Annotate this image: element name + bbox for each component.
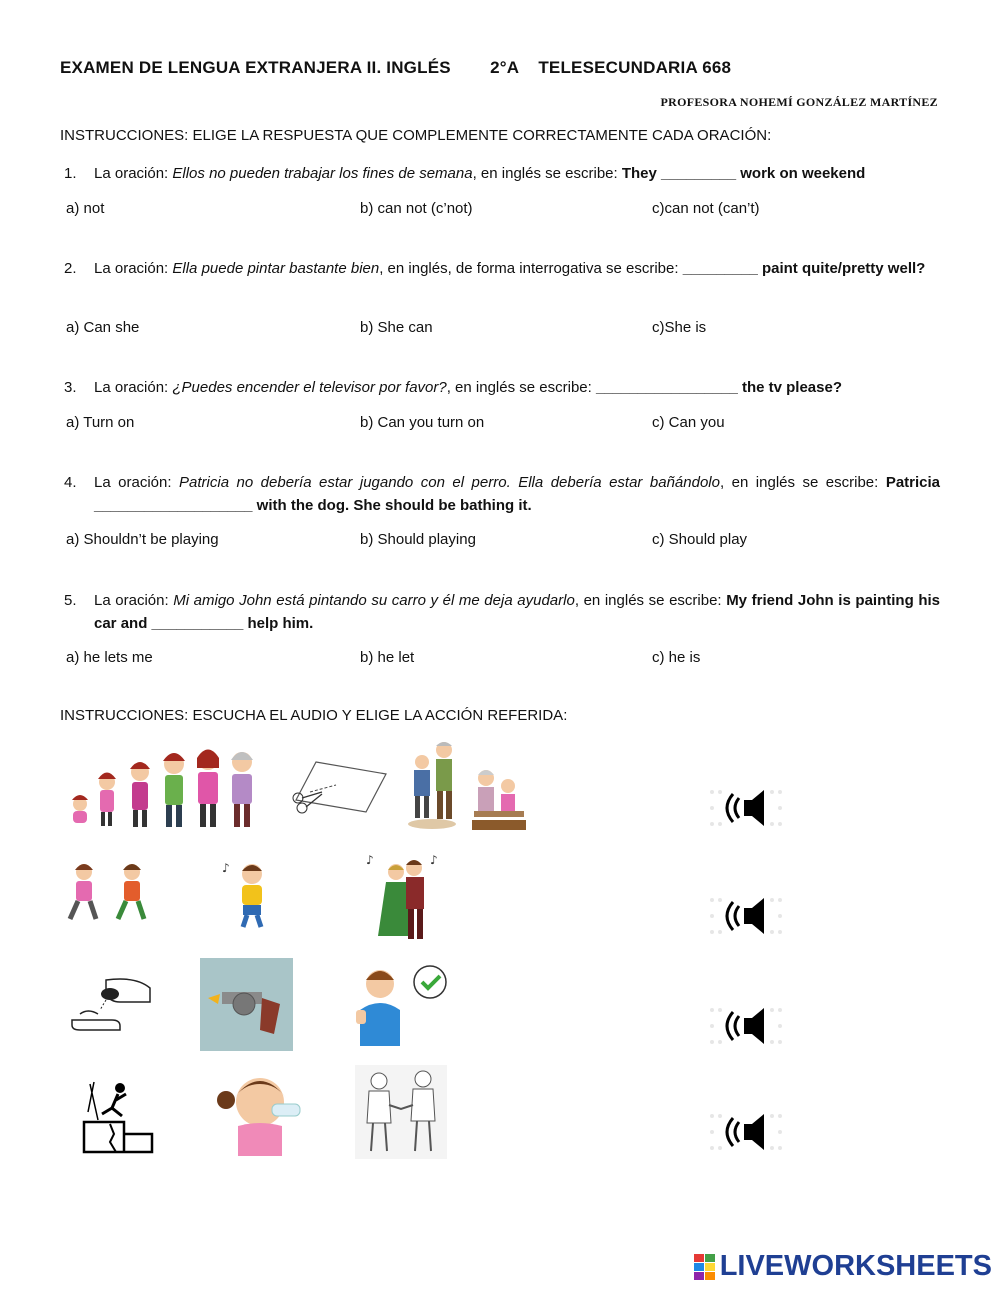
question-english-text: Patricia ___________________ with the dog. She should be bathing it. [94,474,941,514]
question-spanish-text: Mi amigo John está pintando su carro y él me deja ayudarlo [173,592,575,609]
girl-drinking-image[interactable] [212,1066,312,1158]
speaker-icon[interactable] [706,1004,786,1048]
boy-thumbs-up-image[interactable] [354,962,448,1048]
couple-dancing-image[interactable] [364,850,444,944]
option-a[interactable]: a) not [66,200,105,217]
svg-text:♪: ♪ [430,853,438,867]
question-mid-text: , en inglés se escribe: [719,474,886,491]
option-c[interactable]: c) Should play [652,531,748,548]
speaker-icon[interactable] [706,1110,786,1154]
option-a[interactable]: a) Can she [66,319,140,336]
question-mid-text: , en inglés, de forma interrogativa se escribe: [379,260,683,277]
question-prefix: La oración: [94,592,174,609]
cutting-paper-image[interactable] [288,752,398,820]
question-english-text: My friend John is painting his car and ___________ help him. [94,592,940,632]
option-b[interactable]: b) Should playing [360,531,476,548]
svg-text:♪: ♪ [222,861,230,875]
question-english-text: They _________ work on weekend [621,165,866,182]
option-a[interactable]: a) he lets me [66,649,153,666]
question-spanish-text: Patricia no debería estar jugando con el perro. Ella debería estar bañándolo [179,474,720,491]
kids-running-image[interactable] [62,860,158,926]
option-c[interactable]: c) Can you [652,414,725,431]
question-spanish-text: Ella puede pintar bastante bien [172,260,380,277]
question-3 [64,376,940,399]
section1-instructions: INSTRUCCIONES: ELIGE LA RESPUESTA QUE COMPLEMENTE CORRECTAMENTE CADA ORACIÓN: [60,127,772,144]
question-number: 3. [64,379,77,396]
logo-blocks-icon [694,1254,716,1280]
teacher-name: PROFESORA NOHEMÍ GONZÁLEZ MARTÍNEZ [660,95,938,109]
question-prefix: La oración: [94,260,173,277]
question-number: 5. [64,592,77,609]
question-mid-text: , en inglés se escribe: [446,379,596,396]
question-prefix: La oración: [94,379,173,396]
people-helping-image[interactable] [404,740,528,836]
question-spanish-text: Ellos no pueden trabajar los fines de semana [172,165,473,182]
question-spanish-text: ¿Puedes encender el televisor por favor? [172,379,447,396]
men-shaking-hands-image[interactable] [355,1065,447,1159]
question-english-text: _________ paint quite/pretty well? [682,260,926,277]
hand-catching-image[interactable] [66,970,156,1040]
option-b[interactable]: b) Can you turn on [360,414,485,431]
family-growing-image[interactable] [62,742,258,830]
question-english-text: _________________ the tv please? [595,379,842,396]
revolver-image[interactable] [200,958,293,1051]
option-c[interactable]: c)can not (can’t) [652,200,760,217]
boy-singing-image[interactable] [220,858,282,930]
question-prefix: La oración: [94,474,180,491]
option-a[interactable]: a) Shouldn’t be playing [66,531,219,548]
question-mid-text: , en inglés se escribe: [472,165,622,182]
liveworksheets-logo[interactable] [694,1250,992,1283]
svg-text:♪: ♪ [366,853,374,867]
option-b[interactable]: b) She can [360,319,433,336]
option-b[interactable]: b) he let [360,649,415,666]
option-a[interactable]: a) Turn on [66,414,135,431]
question-mid-text: , en inglés se escribe: [574,592,727,609]
option-c[interactable]: c) he is [652,649,701,666]
exam-title: EXAMEN DE LENGUA EXTRANJERA II. INGLÉS 2°A TELESECUNDARIA 668 [60,58,732,77]
speaker-icon[interactable] [706,786,786,830]
question-1 [64,162,940,185]
logo-text: LIVEWORKSHEETS [719,1250,992,1282]
option-b[interactable]: b) can not (c’not) [360,200,473,217]
question-2 [64,257,940,280]
question-number: 2. [64,260,77,277]
baby-figure [72,795,88,823]
question-prefix: La oración: [94,165,173,182]
question-number: 1. [64,165,77,182]
man-falling-image[interactable] [80,1078,156,1154]
question-5 [64,589,940,635]
option-c[interactable]: c)She is [652,319,707,336]
speaker-icon[interactable] [706,894,786,938]
section2-instructions: INSTRUCCIONES: ESCUCHA EL AUDIO Y ELIGE LA ACCIÓN REFERIDA: [60,707,568,724]
question-number: 4. [64,474,77,491]
question-4 [64,471,940,517]
